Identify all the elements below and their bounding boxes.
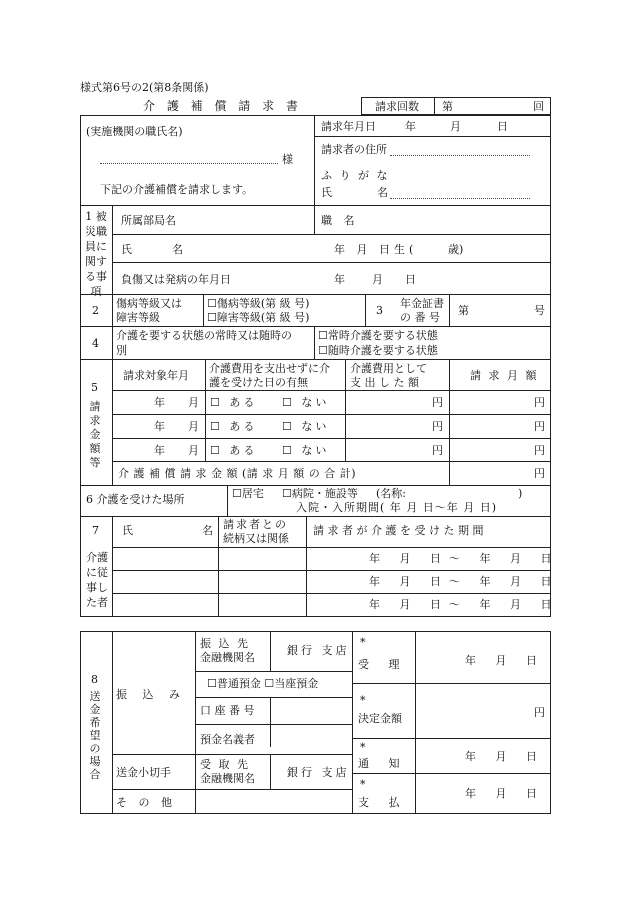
furigana-label: ふ り が な bbox=[321, 169, 390, 182]
check-label: 送金小切手 bbox=[116, 766, 171, 779]
injury-date-label: 負傷又は発病の年月日 bbox=[121, 273, 231, 286]
request-date-label: 請求年月日 bbox=[321, 120, 376, 133]
care-period-row-3: 年 月 日〜 年 月 日 bbox=[369, 598, 560, 611]
row1-has-days[interactable]: ☐ ある bbox=[210, 396, 258, 409]
occasional-care-checkbox[interactable]: ☐随時介護を要する状態 bbox=[318, 344, 438, 357]
care-period-row-1: 年 月 日〜 年 月 日 bbox=[369, 552, 560, 565]
decision-amount-label: 決定金額 bbox=[358, 712, 402, 725]
dept-label: 所属部局名 bbox=[121, 214, 176, 227]
row3-no-days[interactable]: ☐ ない bbox=[282, 444, 330, 457]
furikomi-label: 振 込 み bbox=[116, 688, 186, 701]
disability-grade-checkbox[interactable]: ☐障害等級(第 級 号) bbox=[207, 311, 310, 324]
other-label: そ の 他 bbox=[116, 796, 176, 809]
sec5-label: 請求金額等 bbox=[89, 400, 101, 469]
request-statement: 下記の介護補償を請求します。 bbox=[100, 183, 254, 196]
birth-date: 年 月 日生( bbox=[334, 243, 418, 256]
form-title: 介 護 補 償 請 求 書 bbox=[143, 99, 302, 113]
institution-label: (実施機関の職氏名) bbox=[86, 125, 183, 138]
sec7-label: 介護に従事した者 bbox=[86, 551, 108, 609]
account-number-label: 口 座 番 号 bbox=[200, 704, 255, 717]
account-holder-label: 預金名義者 bbox=[200, 733, 255, 746]
sec8-label: 送金希望の場合 bbox=[89, 690, 101, 781]
form-number: 様式第6号の2(第8条関係) bbox=[80, 81, 209, 94]
sama-suffix: 様 bbox=[282, 153, 293, 166]
row1-no-days[interactable]: ☐ ない bbox=[282, 396, 330, 409]
care-period-row-2: 年 月 日〜 年 月 日 bbox=[369, 575, 560, 588]
row2-no-days[interactable]: ☐ ない bbox=[282, 420, 330, 433]
care-place-label: 6 介護を受けた場所 bbox=[86, 493, 185, 506]
request-count-kai: 回 bbox=[533, 100, 544, 113]
bank-branch: 銀行 支店 bbox=[287, 644, 350, 657]
request-count-dai: 第 bbox=[442, 100, 453, 113]
post-label: 職 名 bbox=[321, 214, 359, 227]
sec1-label: 1 被災職員に関する事項 bbox=[85, 210, 107, 298]
row3-has-days[interactable]: ☐ ある bbox=[210, 444, 258, 457]
account-type-checkboxes[interactable]: ☐普通預金 ☐当座預金 bbox=[207, 677, 319, 690]
constant-care-checkbox[interactable]: ☐常時介護を要する状態 bbox=[318, 329, 438, 342]
request-count-label: 請求回数 bbox=[375, 100, 419, 113]
total-claim-label: 介 護 補 償 請 求 金 額 (請 求 月 額 の 合 計) bbox=[118, 467, 357, 480]
admission-period: 入院・入所期間( 年 月 日〜年 月 日) bbox=[296, 501, 498, 514]
facility-checkbox[interactable]: ☐病院・施設等 bbox=[282, 487, 358, 500]
illness-grade-checkbox[interactable]: ☐傷病等級(第 級 号) bbox=[207, 297, 310, 310]
home-checkbox[interactable]: ☐居宅 bbox=[232, 487, 264, 500]
address-label: 請求者の住所 bbox=[321, 143, 387, 156]
row2-has-days[interactable]: ☐ ある bbox=[210, 420, 258, 433]
